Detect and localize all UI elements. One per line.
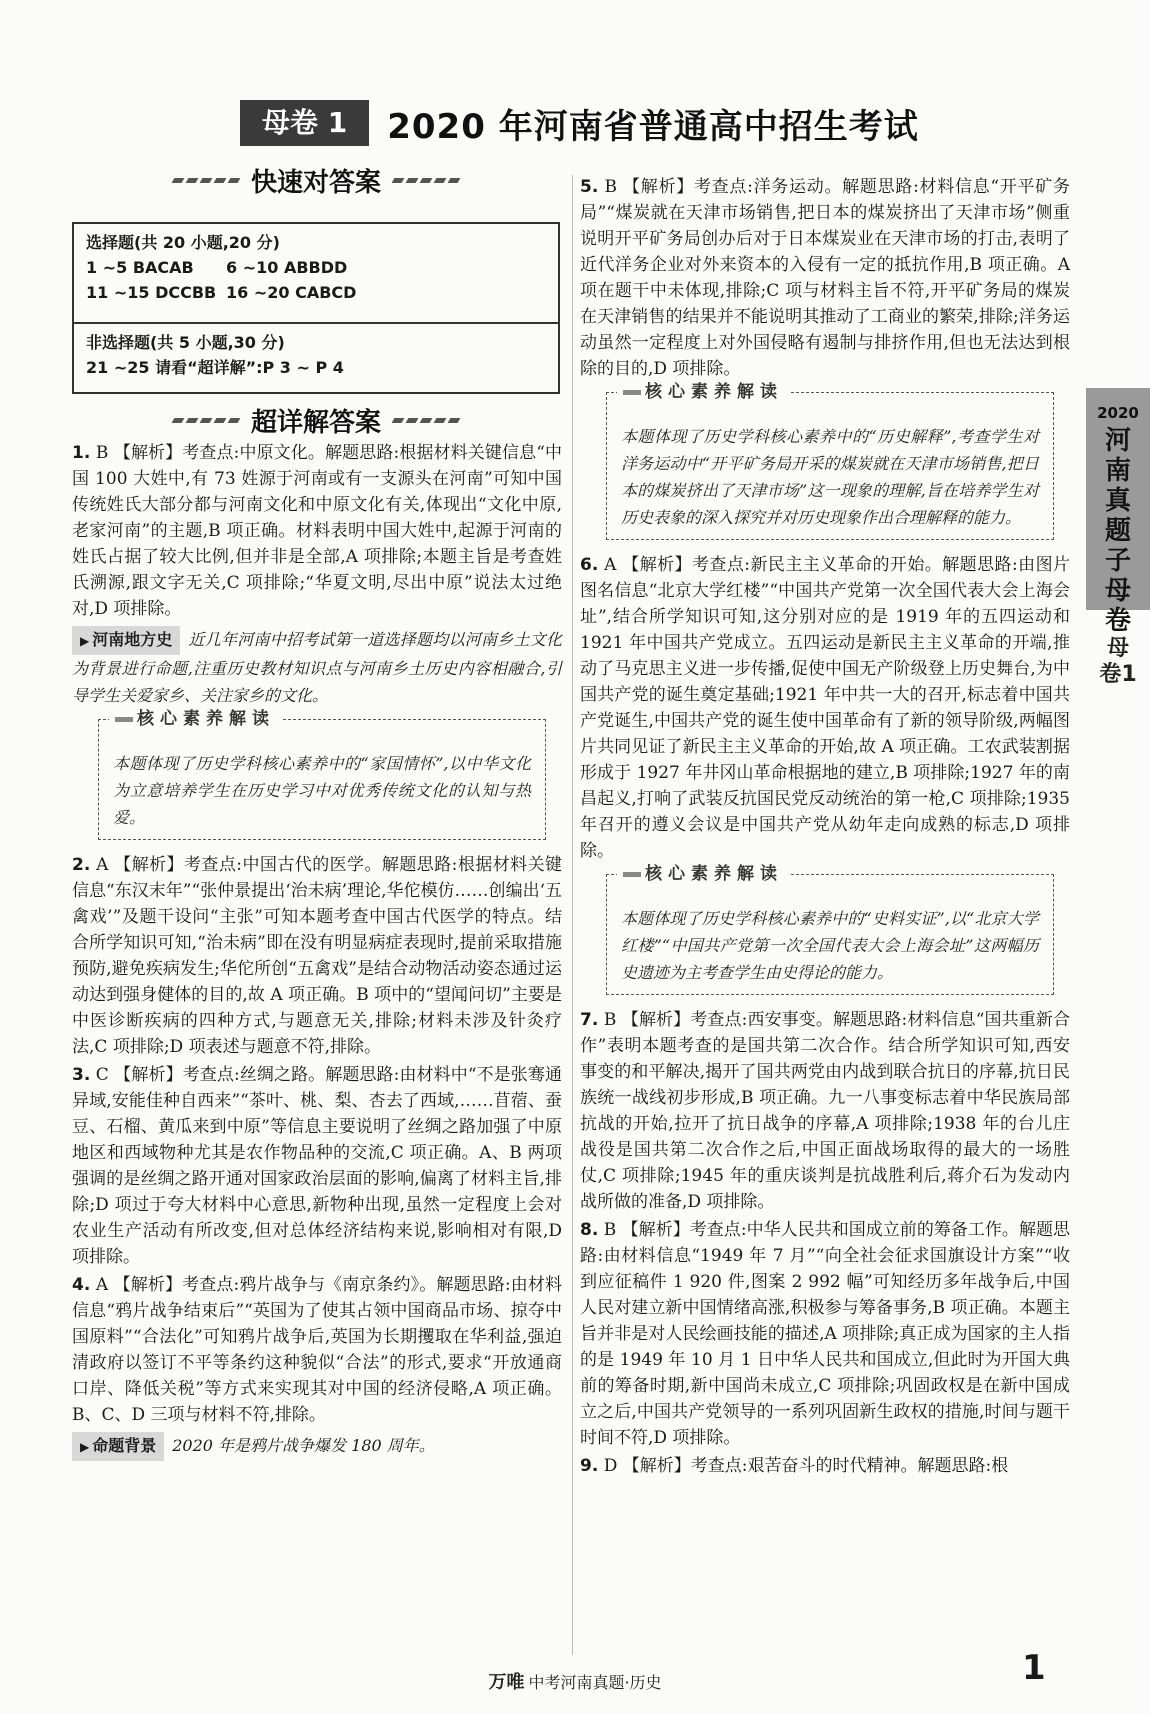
choice-title: 选择题(共 20 小题,20 分) xyxy=(86,233,280,252)
right-column xyxy=(580,174,1070,1481)
decoration-stripes xyxy=(393,178,459,183)
page-number: 1 xyxy=(1022,1648,1046,1688)
page-footer xyxy=(0,1668,1150,1694)
answer-item-4 xyxy=(72,1272,562,1428)
background-text: 2020 年是鸦片战争爆发 180 周年。 xyxy=(172,1436,435,1455)
side-tab-year: 2020 xyxy=(1097,404,1139,422)
decoration-stripes xyxy=(173,178,239,183)
core-literacy-box xyxy=(98,709,546,840)
detailed-answer-heading xyxy=(72,400,560,440)
side-tab xyxy=(1086,388,1150,636)
item-number: 2. xyxy=(72,855,91,875)
item-text: D 【解析】考查点:艰苦奋斗的时代精神。解题思路:根 xyxy=(603,1456,1009,1476)
decoration-stripes xyxy=(393,418,459,423)
paper-title: 2020 年河南省普通高中招生考试 xyxy=(387,106,919,147)
answer-range: 11 ~15 DCCBB xyxy=(86,283,217,302)
quick-answer-title: 快速对答案 xyxy=(250,167,381,198)
side-tab-label: 河南真题子母卷 xyxy=(1104,426,1131,636)
core-literacy-text: 本题体现了历史学科核心素养中的“历史解释”,考查学生对洋务运动中“开平矿务局开采的煤炭就在天津市场销售,把日本的煤炭挤出了天津市场”这一现象的理解,旨在培养学生对历史表象的深入探究并对历史现象作出合理解释的能力。 xyxy=(621,427,1039,527)
answer-item-9 xyxy=(580,1453,1070,1479)
item-number: 5. xyxy=(580,177,599,197)
item-number: 6. xyxy=(580,555,599,575)
item-text: B 【解析】考查点:洋务运动。解题思路:材料信息“开平矿务局”“煤炭就在天津市场销售,把日本的煤炭挤出了天津市场”侧重说明开平矿务局创办后对于日本煤炭业在天津市场的打击,表明了近代洋务企业对外来资本的入侵有一定的抵抗作用,B 项正确。A 项在题干中未体现,排除;C 项与材料主旨不符,开平矿务局的煤炭在天津销售的结果并不能说明其推动了工商业的繁荣,排除;洋务运动虽然一定程度上对外国侵略有遏制与排挤作用,但也无法达到根除的目的,D 项排除。 xyxy=(580,177,1071,379)
answer-item-1 xyxy=(72,440,562,622)
core-literacy-text: 本题体现了历史学科核心素养中的“家国情怀”,以中华文化为立意培养学生在历史学习中对优秀传统文化的认知与热爱。 xyxy=(113,754,531,827)
core-literacy-text: 本题体现了历史学科核心素养中的“史料实证”,以“北京大学红楼”“中国共产党第一次全国代表大会上海会址”这两幅历史遗迹为主考查学生由史得论的能力。 xyxy=(621,909,1039,982)
answer-item-5 xyxy=(580,174,1070,382)
choice-answers xyxy=(74,224,558,324)
core-literacy-box xyxy=(606,382,1054,540)
item-text: B 【解析】考查点:西安事变。解题思路:材料信息“国共重新合作”表明本题考查的是国共第二次合作。结合所学知识可知,西安事变的和平解决,揭开了国共两党由内战到联合抗日的序幕,抗日民族统一战线初步形成,B 项正确。九一八事变标志着中华民族局部抗战的开始,拉开了抗日战争的序幕,A 项排除;1938 年的台儿庄战役是国共第二次合作之后,中国正面战场取得的最大的一场胜仗,C 项排除;1945 年的重庆谈判是抗战胜利后,蒋介石为发动内战所做的准备,D 项排除。 xyxy=(580,1010,1071,1212)
answer-row xyxy=(86,280,546,305)
page-header xyxy=(240,98,919,148)
henan-history-tag: ▶ 河南地方史 xyxy=(72,626,180,655)
answer-item-8 xyxy=(580,1217,1070,1451)
non-choice-title: 非选择题(共 5 小题,30 分) xyxy=(86,333,285,352)
background-note xyxy=(72,1432,562,1461)
item-text: B 【解析】考查点:中原文化。解题思路:根据材料关键信息“中国 100 大姓中,有 73 姓源于河南或有一支源头在河南”可知中国传统姓氏大部分都与河南文化和中原文化有关,体现出“文化中原,老家河南”的主题,B 项正确。材料表明中国大姓中,起源于河南的姓氏占据了较大比例,但并非是全部,A 项排除;本题主旨是考查姓氏溯源,跟文字无关,C 项排除;“华夏文明,尽出中原”说法太过绝对,D 项排除。 xyxy=(72,443,563,619)
paper-tag: 母卷 1 xyxy=(240,100,369,146)
answer-item-7 xyxy=(580,1007,1070,1215)
item-text: B 【解析】考查点:中华人民共和国成立前的筹备工作。解题思路:由材料信息“1949 年 7 月”“向全社会征求国旗设计方案”“收到应征稿件 1 920 件,图案 2 992 幅”可知经历多年战争后,中国人民对建立新中国情绪高涨,积极参与筹备事务,B 项正确。本题主旨并非是对人民绘画技能的描述,A 项排除;真正成为国家的主人指的是 1949 年 10 月 1 日中华人民共和国成立,但此时为开国大典前的筹备时期,新中国尚未成立,C 项排除;巩固政权是在新中国成立之后,中国共产党领导的一系列巩固新生政权的措施,时间与题干时间不符,D 项排除。 xyxy=(580,1220,1071,1448)
footer-brand: 万唯 xyxy=(488,1672,525,1693)
decoration-stripes xyxy=(173,418,239,423)
item-number: 9. xyxy=(580,1456,599,1476)
item-text: A 【解析】考查点:新民主主义革命的开始。解题思路:由图片图名信息“北京大学红楼”“中国共产党第一次全国代表大会上海会址”,结合所学知识可知,这分别对应的是 1919 年的五四运动和 1921 年中国共产党成立。五四运动是新民主主义革命的开端,推动了马克思主义进一步传播,促使中国无产阶级登上历史舞台,为中国共产党的诞生奠定基础;1921 年中共一大的召开,标志着中国共产党诞生,中国共产党的诞生使中国革命有了新的领导阶级,两幅图片共同见证了新民主主义革命的开始,故 A 项正确。工农武装割据形成于 1927 年井冈山革命根据地的建立,B 项排除;1927 年的南昌起义,打响了武装反抗国民党反动统治的第一枪,C 项排除;1935 年召开的遵义会议是中国共产党从幼年走向成熟的标志,D 项排除。 xyxy=(580,555,1070,861)
item-text: C 【解析】考查点:丝绸之路。解题思路:由材料中“不是张骞通异域,安能佳种自西来”“茶叶、桃、梨、杏去了西域,……苜蓿、蚕豆、石榴、黄瓜来到中原”等信息主要说明了丝绸之路加强了中原地区和西域物种尤其是农作物品种的交流,C 项正确。A、B 两项强调的是丝绸之路开通对国家政治层面的影响,偏离了材料主旨,排除;D 项过于夸大材料中心意思,新物种出现,虽然一定程度上会对农业生产活动有所改变,但对总体经济结构来说,影响相对有限,D 项排除。 xyxy=(72,1065,562,1267)
detailed-answer-title: 超详解答案 xyxy=(250,407,381,438)
quick-answer-heading xyxy=(72,160,560,200)
item-number: 7. xyxy=(580,1010,599,1030)
core-literacy-title: 核心素养解读 xyxy=(617,379,789,406)
left-column xyxy=(72,440,562,1467)
answer-range: 16 ~20 CABCD xyxy=(226,283,357,302)
footer-text: 中考河南真题·历史 xyxy=(528,1673,662,1692)
side-tab-sub: 母卷1 xyxy=(1099,636,1137,687)
item-number: 4. xyxy=(72,1275,91,1295)
item-number: 3. xyxy=(72,1065,91,1085)
answer-item-2 xyxy=(72,852,562,1060)
answer-row xyxy=(86,255,546,280)
item-text: A 【解析】考查点:鸦片战争与《南京条约》。解题思路:由材料信息“鸦片战争结束后”“英国为了使其占领中国商品市场、掠夺中国原料”“合法化”可知鸦片战争后,英国为长期攫取在华利益,强迫清政府以签订不平等条约这种貌似“合法”的形式,要求“开放通商口岸、降低关税”等方式来实现其对中国的经济侵略,A 项正确。B、C、D 三项与材料不符,排除。 xyxy=(72,1275,562,1425)
core-literacy-title: 核心素养解读 xyxy=(109,706,281,733)
background-tag: ▶ 命题背景 xyxy=(72,1432,164,1461)
answer-range: 1 ~5 BACAB xyxy=(86,258,194,277)
non-choice-answers xyxy=(74,324,558,386)
answer-item-6 xyxy=(580,552,1070,864)
henan-history-text: 近几年河南中招考试第一道选择题均以河南乡土文化为背景进行命题,注重历史教材知识点与河南乡土历史内容相融合,引导学生关爱家乡、关注家乡的文化。 xyxy=(72,630,562,705)
item-number: 1. xyxy=(72,443,91,463)
non-choice-text: 21 ~25 请看“超详解”:P 3 ~ P 4 xyxy=(86,358,344,377)
answer-box xyxy=(72,222,560,394)
item-number: 8. xyxy=(580,1220,599,1240)
answer-item-3 xyxy=(72,1062,562,1270)
item-text: A 【解析】考查点:中国古代的医学。解题思路:根据材料关键信息“东汉末年”“张仲景提出‘治未病’理论,华佗模仿……创编出‘五禽戏’”及题干设问“主张”可知本题考查中国古代医学的特点。结合所学知识可知,“治未病”即在没有明显病症表现时,提前采取措施预防,避免疾病发生;华佗所创“五禽戏”是结合动物活动姿态通过运动达到强身健体的目的,故 A 项正确。B 项中的“望闻问切”主要是中医诊断疾病的四种方式,与题意无关,排除;材料未涉及针灸疗法,C 项排除;D 项表述与题意不符,排除。 xyxy=(72,855,562,1057)
core-literacy-title: 核心素养解读 xyxy=(617,861,789,888)
column-divider xyxy=(572,175,573,1655)
core-literacy-box xyxy=(606,864,1054,995)
henan-history-note xyxy=(72,626,562,709)
answer-range: 6 ~10 ABBDD xyxy=(226,258,348,277)
